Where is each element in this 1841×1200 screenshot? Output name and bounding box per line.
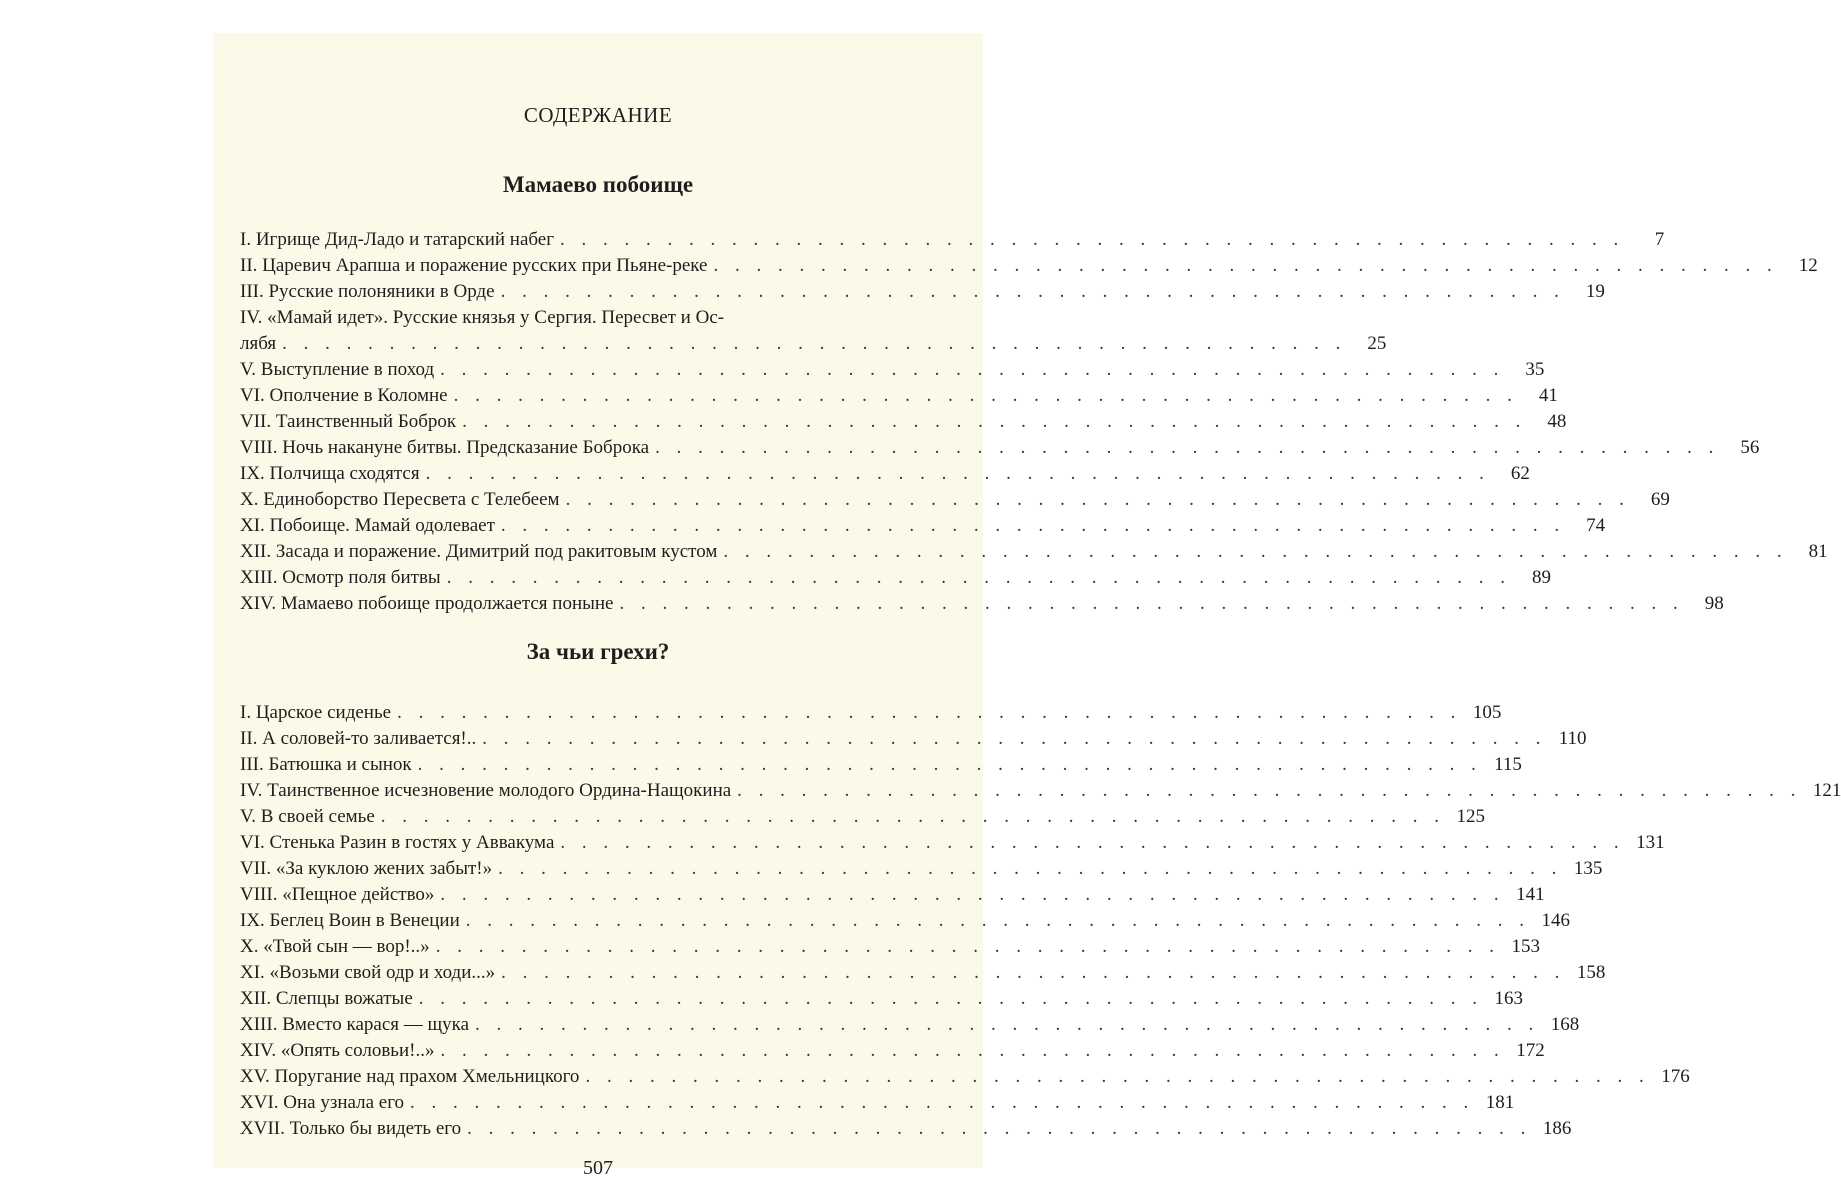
toc-entry-label: XIII. Осмотр поля битвы [240, 567, 441, 588]
toc-entry-page: 181 [1485, 1092, 1515, 1113]
toc-entry [240, 882, 1545, 908]
toc-entry-label: XI. Побоище. Мамай одолевает [240, 515, 495, 536]
dot-leader: . . . . . . . . . . . . . . . . . . . . . . . . . . . . . . . . . . . . . . . . . . . . . . . . . . [380, 806, 1446, 827]
dot-leader: . . . . . . . . . . . . . . . . . . . . . . . . . . . . . . . . . . . . . . . . . . . . . . . . . . [417, 754, 1482, 775]
toc-entry-label: XI. «Возьми свой одр и ходи...» [240, 962, 496, 983]
toc-entry-label: III. Русские полоняники в Орде [240, 281, 495, 302]
toc-list [240, 700, 1841, 1142]
toc-entry-page: 135 [1573, 858, 1603, 879]
toc-entry-label: V. В своей семье [240, 806, 375, 827]
toc-entry [240, 383, 1558, 409]
toc-entry-page: 81 [1808, 541, 1828, 562]
dot-leader: . . . . . . . . . . . . . . . . . . . . . . . . . . . . . . . . . . . . . . . . . . . . . . . . . . [560, 832, 1625, 853]
toc-entry-page: 98 [1704, 593, 1724, 614]
toc-entry-page: 168 [1550, 1014, 1580, 1035]
toc-entry-label: XII. Засада и поражение. Димитрий под ракитовым кустом [240, 541, 718, 562]
contents-title: СОДЕРЖАНИЕ [523, 103, 673, 127]
toc-entry-label: XV. Поругание над прахом Хмельницкого [240, 1066, 580, 1087]
dot-leader: . . . . . . . . . . . . . . . . . . . . . . . . . . . . . . . . . . . . . . . . . . . . . . . . . . [585, 1066, 1650, 1087]
toc-entry-label: IV. «Мамай идет». Русские князья у Сергия. Пересвет и Ос- [240, 307, 725, 328]
page-number: 507 [583, 1157, 613, 1179]
dot-leader: . . . . . . . . . . . . . . . . . . . . . . . . . . . . . . . . . . . . . . . . . . . . . . . . . . [410, 1092, 1475, 1113]
toc-entry-page: 12 [1798, 255, 1818, 276]
toc-entry-label: XII. Слепцы вожатые [240, 988, 413, 1009]
toc-entry-label: VI. Стенька Разин в гостях у Аввакума [240, 832, 555, 853]
toc-entry [240, 565, 1551, 591]
toc-entry-label: V. Выступление в поход [240, 359, 435, 380]
toc-entry-label: лябя [240, 333, 277, 354]
toc-entry-page: 131 [1636, 832, 1665, 853]
section-title: Мамаево побоище [502, 172, 694, 197]
dot-leader: . . . . . . . . . . . . . . . . . . . . . . . . . . . . . . . . . . . . . . . . . . . . . . . . . . [560, 229, 1625, 250]
toc-entry-page: 176 [1661, 1066, 1690, 1087]
toc-entry [240, 830, 1665, 856]
toc-entry-page: 110 [1558, 728, 1587, 749]
toc-entry-page: 56 [1740, 437, 1760, 458]
toc-entry [240, 804, 1486, 830]
toc-entry-page: 158 [1576, 962, 1606, 983]
toc-entry-page: 115 [1494, 754, 1522, 775]
toc-entry [240, 487, 1670, 513]
toc-entry [240, 513, 1606, 539]
toc-entry-page: 41 [1538, 385, 1558, 406]
dot-leader: . . . . . . . . . . . . . . . . . . . . . . . . . . . . . . . . . . . . . . . . . . . . . . . . . . [446, 567, 1511, 588]
toc-entry-page: 48 [1547, 411, 1567, 432]
dot-leader: . . . . . . . . . . . . . . . . . . . . . . . . . . . . . . . . . . . . . . . . . . . . . . . . . . [397, 702, 1462, 723]
dot-leader: . . . . . . . . . . . . . . . . . . . . . . . . . . . . . . . . . . . . . . . . . . . . . . . . . . [723, 541, 1788, 562]
dot-leader: . . . . . . . . . . . . . . . . . . . . . . . . . . . . . . . . . . . . . . . . . . . . . . . . . . [500, 281, 1565, 302]
toc-list [240, 227, 1828, 617]
toc-entry [240, 357, 1545, 383]
toc-entry [240, 700, 1502, 726]
dot-leader: . . . . . . . . . . . . . . . . . . . . . . . . . . . . . . . . . . . . . . . . . . . . . . . . . . [482, 728, 1547, 749]
toc-entry-continuation [240, 331, 1387, 357]
toc-entry [240, 752, 1522, 778]
toc-entry [240, 591, 1724, 617]
toc-entry [240, 305, 900, 331]
toc-entry [240, 1116, 1572, 1142]
toc-entry-label: XIV. «Опять соловьи!..» [240, 1040, 435, 1061]
dot-leader: . . . . . . . . . . . . . . . . . . . . . . . . . . . . . . . . . . . . . . . . . . . . . . . . . . [440, 1040, 1505, 1061]
section-title: За чьи грехи? [526, 639, 670, 664]
toc-entry-label: XVII. Только бы видеть его [240, 1118, 462, 1139]
toc-entry-page: 19 [1585, 281, 1605, 302]
toc-entry [240, 960, 1606, 986]
dot-leader: . . . . . . . . . . . . . . . . . . . . . . . . . . . . . . . . . . . . . . . . . . . . . . . . . . [453, 385, 1518, 406]
toc-entry-label: VI. Ополчение в Коломне [240, 385, 448, 406]
toc-entry-label: VII. «За куклою жених забыт!» [240, 858, 493, 879]
toc-entry-label: I. Царское сиденье [240, 702, 392, 723]
toc-entry-page: 153 [1511, 936, 1540, 957]
toc-entry [240, 778, 1841, 804]
toc-entry [240, 435, 1760, 461]
toc-entry-page: 35 [1525, 359, 1545, 380]
toc-entry-label: IX. Беглец Воин в Венеции [240, 910, 460, 931]
dot-leader: . . . . . . . . . . . . . . . . . . . . . . . . . . . . . . . . . . . . . . . . . . . . . . . . . . [440, 359, 1505, 380]
toc-entry [240, 1064, 1690, 1090]
toc-entry-page: 62 [1510, 463, 1530, 484]
toc-entry-label: III. Батюшка и сынок [240, 754, 412, 775]
dot-leader: . . . . . . . . . . . . . . . . . . . . . . . . . . . . . . . . . . . . . . . . . . . . . . . . . . [500, 515, 1566, 536]
toc-entry-page: 89 [1531, 567, 1551, 588]
dot-leader: . . . . . . . . . . . . . . . . . . . . . . . . . . . . . . . . . . . . . . . . . . . . . . . . . . [465, 910, 1530, 931]
dot-leader: . . . . . . . . . . . . . . . . . . . . . . . . . . . . . . . . . . . . . . . . . . . . . . . . . . [435, 936, 1500, 957]
toc-entry-page: 125 [1456, 806, 1486, 827]
book-page [213, 33, 1841, 1179]
dot-leader: . . . . . . . . . . . . . . . . . . . . . . . . . . . . . . . . . . . . . . . . . . . . . . . . . . [501, 962, 1566, 983]
toc-entry-label: XIII. Вместо карася — щука [240, 1014, 470, 1035]
dot-leader: . . . . . . . . . . . . . . . . . . . . . . . . . . . . . . . . . . . . . . . . . . . . . . . . . . [282, 333, 1347, 354]
dot-leader: . . . . . . . . . . . . . . . . . . . . . . . . . . . . . . . . . . . . . . . . . . . . . . . . . . [418, 988, 1484, 1009]
dot-leader: . . . . . . . . . . . . . . . . . . . . . . . . . . . . . . . . . . . . . . . . . . . . . . . . . . [475, 1014, 1540, 1035]
toc-entry-page: 141 [1516, 884, 1545, 905]
toc-entry-page: 105 [1472, 702, 1502, 723]
dot-leader: . . . . . . . . . . . . . . . . . . . . . . . . . . . . . . . . . . . . . . . . . . . . . . . . . . [713, 255, 1778, 276]
toc-entry-label: II. А соловей-то заливается!.. [240, 728, 477, 749]
toc-entry-page: 146 [1541, 910, 1570, 931]
dot-leader: . . . . . . . . . . . . . . . . . . . . . . . . . . . . . . . . . . . . . . . . . . . . . . . . . . [619, 593, 1684, 614]
toc-entry-label: IV. Таинственное исчезновение молодого Ордина-Нащокина [240, 780, 732, 801]
toc-entry-page: 7 [1654, 229, 1665, 250]
toc-entry-page: 172 [1516, 1040, 1545, 1061]
toc-entry [240, 1038, 1545, 1064]
toc-entry-page: 74 [1586, 515, 1606, 536]
toc-entry [240, 856, 1603, 882]
toc-entry [240, 253, 1818, 279]
toc-entry-label: XIV. Мамаево побоище продолжается поныне [240, 593, 614, 614]
toc-entry-label: VIII. Ночь накануне битвы. Предсказание Боброка [240, 437, 650, 458]
toc-entry-label: XVI. Она узнала его [240, 1092, 405, 1113]
toc-entry-page: 163 [1494, 988, 1524, 1009]
toc-entry-label: X. Единоборство Пересвета с Телебеем [240, 489, 560, 510]
toc-entry-label: I. Игрище Дид-Ладо и татарский набег [240, 229, 555, 250]
toc-entry-page: 121 [1812, 780, 1841, 801]
dot-leader: . . . . . . . . . . . . . . . . . . . . . . . . . . . . . . . . . . . . . . . . . . . . . . . . . . [565, 489, 1630, 510]
toc-entry [240, 227, 1665, 253]
dot-leader: . . . . . . . . . . . . . . . . . . . . . . . . . . . . . . . . . . . . . . . . . . . . . . . . . . [467, 1118, 1532, 1139]
toc-entry-label: VIII. «Пещное действо» [240, 884, 435, 905]
toc-entry [240, 279, 1605, 305]
toc-entry [240, 461, 1530, 487]
toc-entry [240, 908, 1570, 934]
toc-entry [240, 726, 1587, 752]
toc-entry-label: X. «Твой сын — вор!..» [240, 936, 430, 957]
toc-entry-label: VII. Таинственный Боброк [240, 411, 457, 432]
toc-entry [240, 409, 1567, 435]
toc-entry [240, 1090, 1515, 1116]
dot-leader: . . . . . . . . . . . . . . . . . . . . . . . . . . . . . . . . . . . . . . . . . . . . . . . . . . [440, 884, 1505, 905]
dot-leader: . . . . . . . . . . . . . . . . . . . . . . . . . . . . . . . . . . . . . . . . . . . . . . . . . . [737, 780, 1802, 801]
dot-leader: . . . . . . . . . . . . . . . . . . . . . . . . . . . . . . . . . . . . . . . . . . . . . . . . . . [425, 463, 1490, 484]
dot-leader: . . . . . . . . . . . . . . . . . . . . . . . . . . . . . . . . . . . . . . . . . . . . . . . . . . [498, 858, 1563, 879]
dot-leader: . . . . . . . . . . . . . . . . . . . . . . . . . . . . . . . . . . . . . . . . . . . . . . . . . . [462, 411, 1527, 432]
toc-entry-label: II. Царевич Арапша и поражение русских при Пьяне-реке [240, 255, 708, 276]
toc-entry [240, 1012, 1580, 1038]
toc-entry-page: 186 [1542, 1118, 1572, 1139]
dot-leader: . . . . . . . . . . . . . . . . . . . . . . . . . . . . . . . . . . . . . . . . . . . . . . . . . . [655, 437, 1720, 458]
toc-entry [240, 934, 1540, 960]
toc-entry-page: 69 [1650, 489, 1670, 510]
toc-entry [240, 539, 1828, 565]
toc-entry-label: IX. Полчища сходятся [240, 463, 420, 484]
toc-entry-page: 25 [1367, 333, 1387, 354]
toc-entry [240, 986, 1524, 1012]
